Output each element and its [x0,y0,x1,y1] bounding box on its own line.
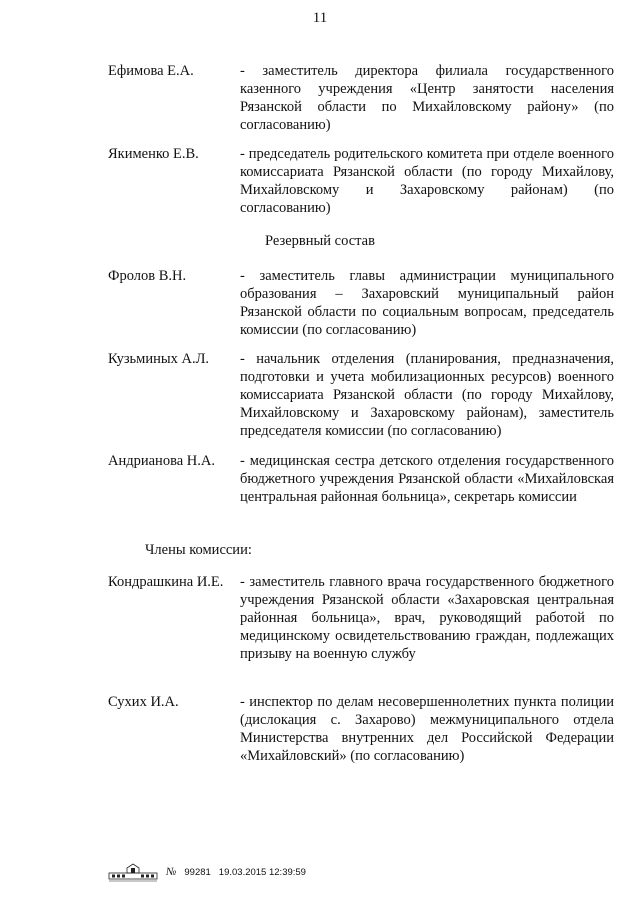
person-position: - председатель родительского комитета при отделе военного комиссариата Рязанской области (по городу Михайлову, Михайловскому и Захаровскому районам) (по согласованию) [240,146,614,216]
person-name: Сухих И.А. [108,694,179,710]
person-name: Кондрашкина И.Е. [108,574,224,590]
person-name: Ефимова Е.А. [108,63,194,79]
office-logo-icon [108,862,158,882]
person-name: Андрианова Н.А. [108,453,215,469]
person-position: - инспектор по делам несовершеннолетних пункта полиции (дислокация с. Захарово) межмуниципального отдела Министерства внутренних дел Российской Федерации «Михайловский» (по согласованию) [240,694,614,764]
number-sign: № [166,866,177,878]
person-position: - заместитель директора филиала государственного казенного учреждения «Центр занятости населения Рязанской области по Михайловскому району» (по согласованию) [240,63,614,133]
person-name: Якименко Е.В. [108,146,199,162]
reserve-heading: Резервный состав [265,233,375,249]
registration-footer [108,862,306,882]
person-position: - заместитель главы администрации муниципального образования – Захаровский муниципальный район Рязанской области по социальным вопросам, председатель комиссии (по согласованию) [240,268,614,338]
person-name: Кузьминых А.Л. [108,351,210,367]
person-name: Фролов В.Н. [108,268,187,284]
person-position: - медицинская сестра детского отделения государственного бюджетного учреждения Рязанской области «Михайловская центральная районная больница», секретарь комиссии [240,453,614,505]
document-number: 99281 [184,866,211,878]
page-number: 11 [312,10,328,26]
person-position: - заместитель главного врача государственного бюджетного учреждения Рязанской области «Захаровская центральная районная больница», врач, руководящий работой по медицинскому освидетельствованию граждан, подлежащих призыву на военную службу [240,574,614,662]
members-heading: Члены комиссии: [145,542,252,558]
document-datetime: 19.03.2015 12:39:59 [218,866,306,878]
person-position: - начальник отделения (планирования, предназначения, подготовки и учета мобилизационных ресурсов) военного комиссариата Рязанской области (по городу Михайлову, Михайловскому и Захаровскому районам), заместитель председателя комиссии (по согласованию) [240,351,614,439]
